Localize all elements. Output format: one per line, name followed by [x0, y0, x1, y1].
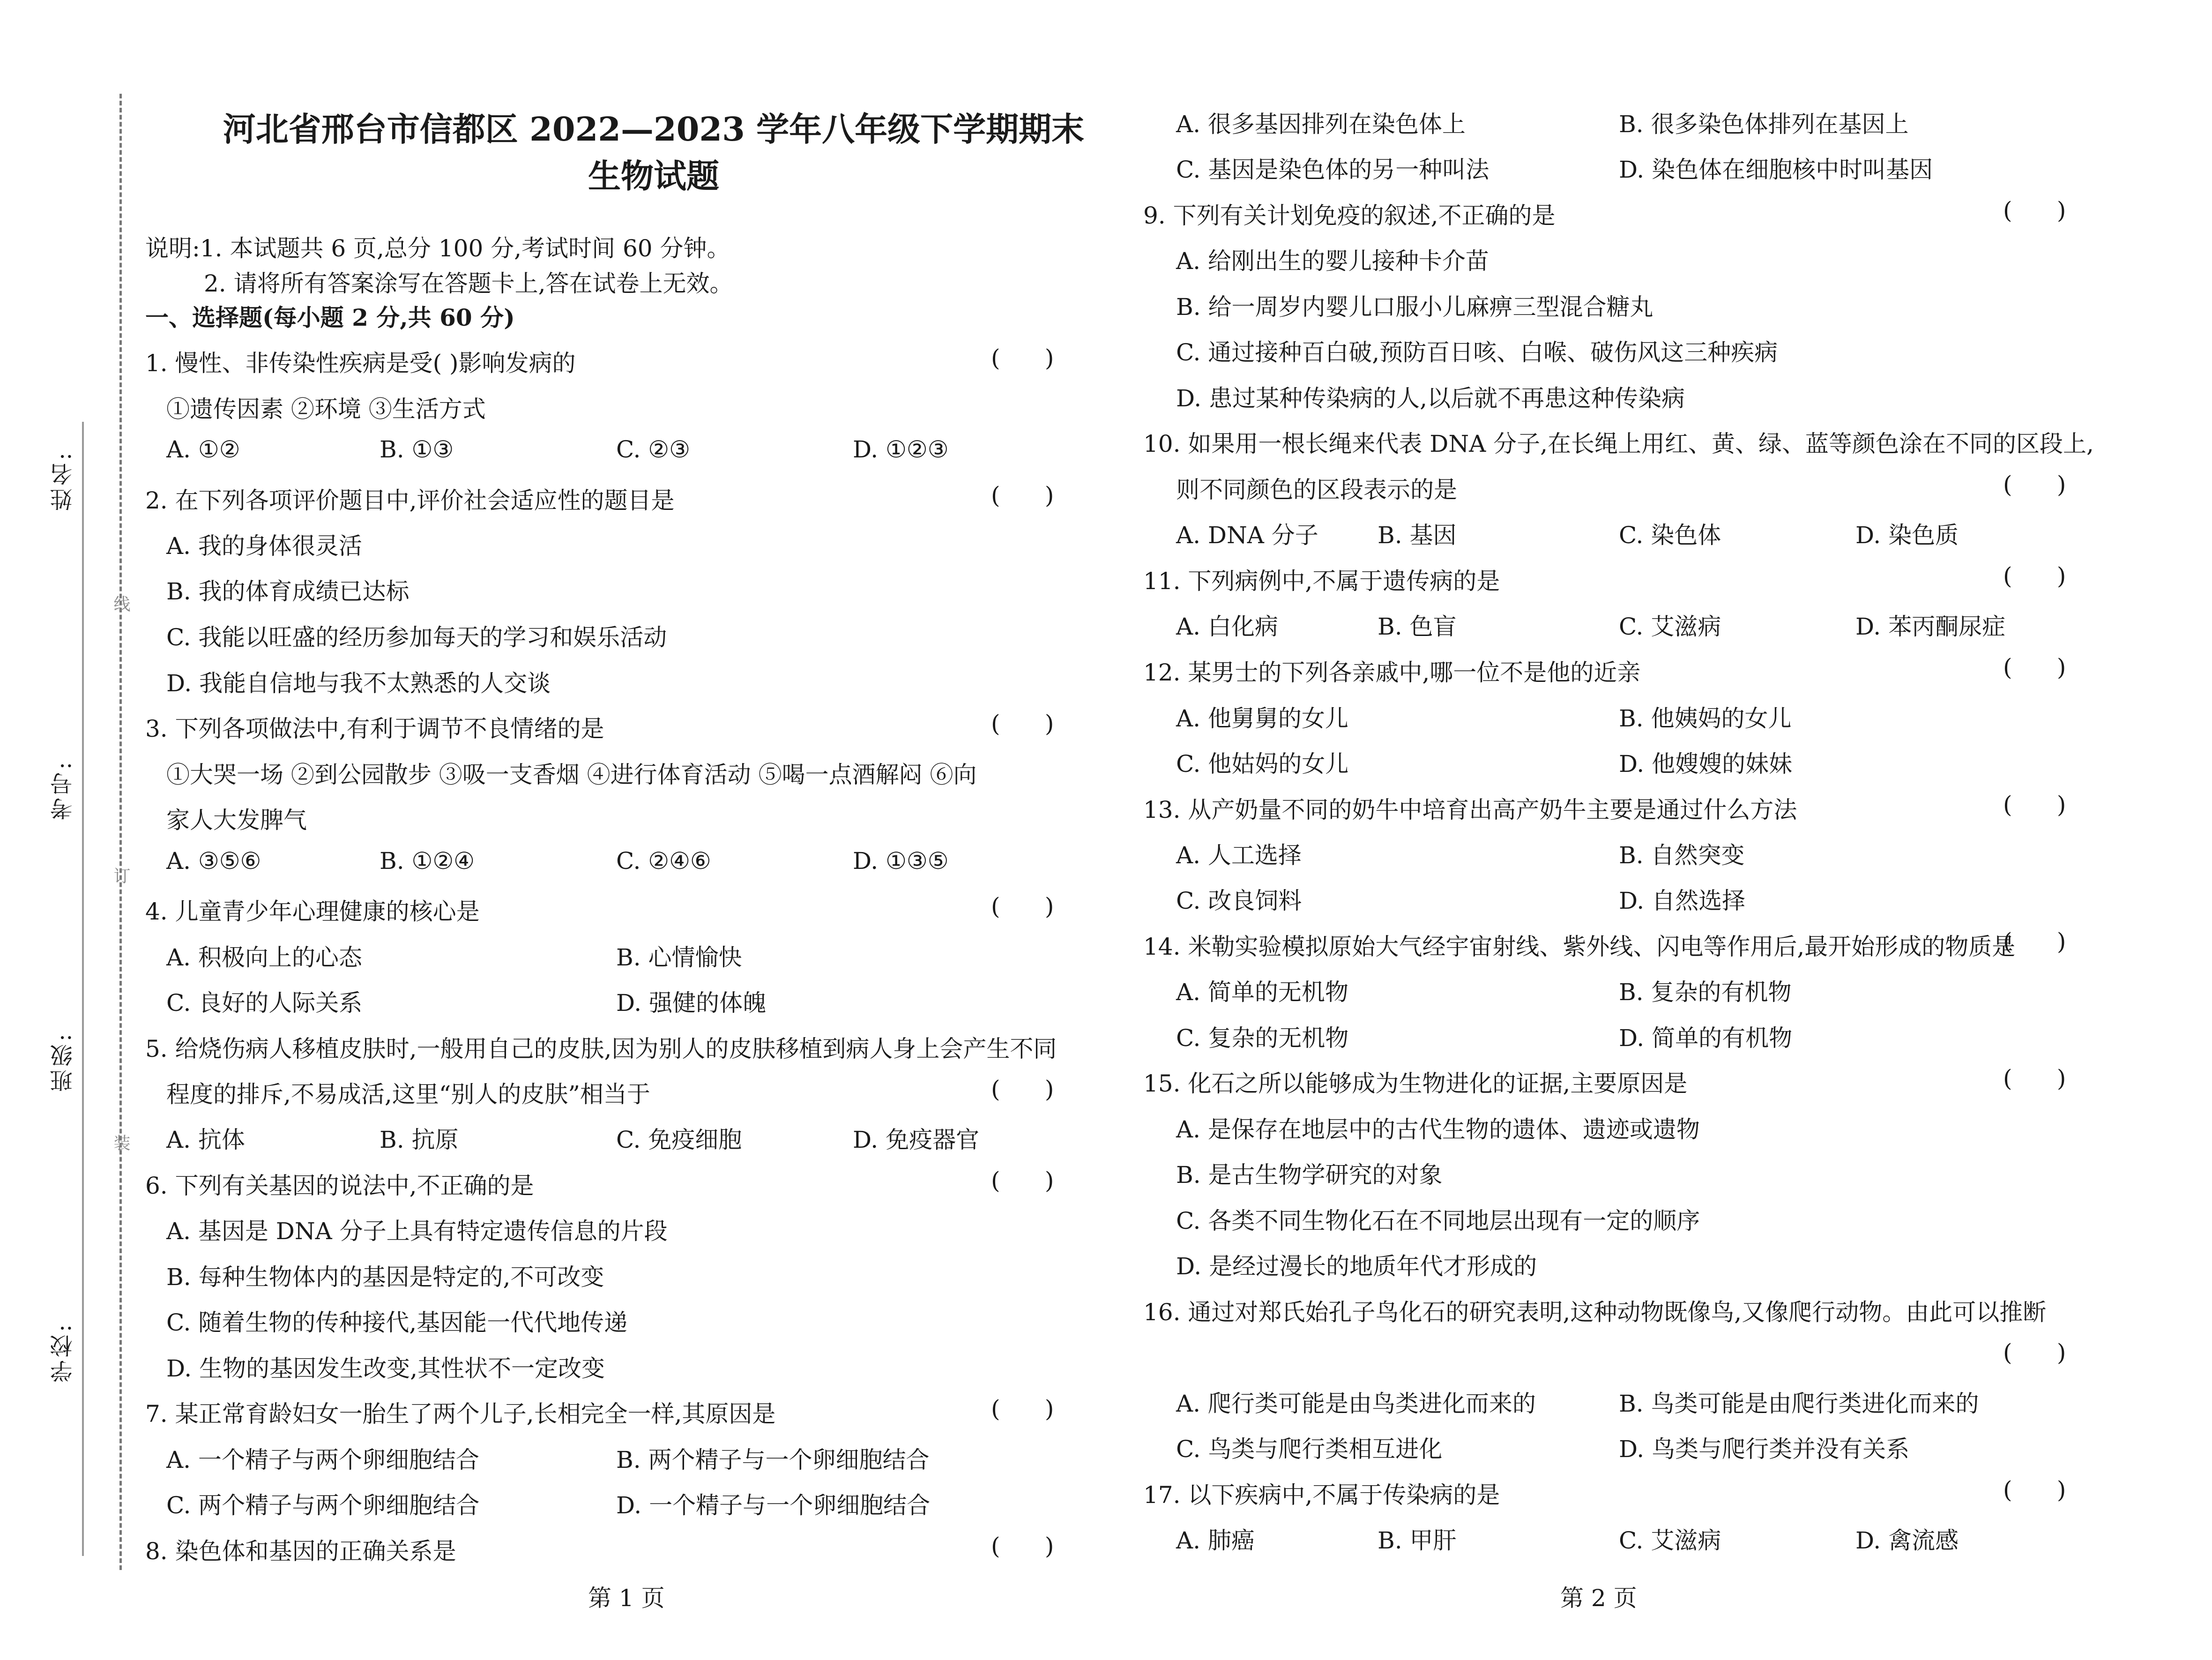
option-13c[interactable]: C. 改良饲料 — [1176, 887, 1302, 914]
page-number-2: 第 2 页 — [1560, 1585, 1637, 1612]
option-5a[interactable]: A. 抗体 — [166, 1126, 245, 1153]
question-1-items: ①遗传因素 ②环境 ③生活方式 — [166, 396, 486, 423]
option-3c[interactable]: C. ②④⑥ — [616, 847, 711, 875]
option-13b[interactable]: B. 自然突变 — [1619, 842, 1745, 869]
option-10a[interactable]: A. DNA 分子 — [1176, 522, 1318, 549]
option-1a[interactable]: A. ①② — [166, 436, 240, 463]
option-7d[interactable]: D. 一个精子与一个卵细胞结合 — [616, 1492, 931, 1519]
section-heading: 一、选择题(每小题 2 分,共 60 分) — [145, 304, 515, 331]
option-11c[interactable]: C. 艾滋病 — [1619, 613, 1721, 640]
option-16c[interactable]: C. 鸟类与爬行类相互进化 — [1176, 1436, 1443, 1463]
instruction-1: 说明:1. 本试题共 6 页,总分 100 分,考试时间 60 分钟。 — [145, 235, 730, 262]
instruction-2: 2. 请将所有答案涂写在答题卡上,答在试卷上无效。 — [204, 270, 733, 297]
option-1d[interactable]: D. ①②③ — [853, 436, 949, 463]
option-11a[interactable]: A. 白化病 — [1176, 613, 1278, 640]
option-1c[interactable]: C. ②③ — [616, 436, 690, 463]
answer-blank-1[interactable]: ( ) — [991, 344, 1054, 372]
question-8: 8. 染色体和基因的正确关系是 — [145, 1538, 456, 1565]
option-8c[interactable]: C. 基因是染色体的另一种叫法 — [1176, 156, 1490, 183]
question-11: 11. 下列病例中,不属于遗传病的是 — [1143, 568, 1500, 595]
option-13a[interactable]: A. 人工选择 — [1176, 842, 1302, 869]
cut-mark-staple: 装 — [111, 1134, 130, 1151]
question-1: 1. 慢性、非传染性疾病是受( )影响发病的 — [145, 350, 576, 377]
option-11d[interactable]: D. 苯丙酮尿症 — [1855, 613, 2006, 640]
answer-blank-8[interactable]: ( ) — [991, 1533, 1054, 1560]
option-5b[interactable]: B. 抗原 — [380, 1126, 459, 1153]
answer-blank-6[interactable]: ( ) — [991, 1167, 1054, 1194]
cut-mark-line: 线 — [111, 595, 130, 612]
answer-blank-12[interactable]: ( ) — [2003, 654, 2066, 681]
option-17c[interactable]: C. 艾滋病 — [1619, 1527, 1721, 1554]
question-7: 7. 某正常育龄妇女一胎生了两个儿子,长相完全一样,其原因是 — [145, 1400, 776, 1428]
school-label: 学校: — [50, 1322, 76, 1383]
answer-blank-4[interactable]: ( ) — [991, 893, 1054, 920]
answer-blank-5[interactable]: ( ) — [991, 1076, 1054, 1103]
option-2b[interactable]: B. 我的体育成绩已达标 — [166, 578, 410, 605]
option-7c[interactable]: C. 两个精子与两个卵细胞结合 — [166, 1492, 480, 1519]
field-rule — [82, 422, 84, 1556]
option-3d[interactable]: D. ①③⑤ — [853, 847, 949, 875]
option-15a[interactable]: A. 是保存在地层中的古代生物的遗体、遗迹或遗物 — [1176, 1116, 1700, 1143]
question-14: 14. 米勒实验模拟原始大气经宇宙射线、紫外线、闪电等作用后,最开始形成的物质是 — [1143, 933, 2016, 960]
question-5-cont: 程度的排斥,不易成活,这里“别人的皮肤”相当于 — [166, 1081, 650, 1108]
option-9b[interactable]: B. 给一周岁内婴儿口服小儿麻痹三型混合糖丸 — [1176, 293, 1653, 321]
answer-blank-13[interactable]: ( ) — [2003, 791, 2066, 818]
class-label: 班级: — [50, 1031, 76, 1092]
question-3-items: ①大哭一场 ②到公园散步 ③吸一支香烟 ④进行体育活动 ⑤喝一点酒解闷 ⑥向 — [166, 761, 977, 788]
question-16: 16. 通过对郑氏始孔子鸟化石的研究表明,这种动物既像鸟,又像爬行动物。由此可以推断 — [1143, 1299, 2047, 1326]
option-17b[interactable]: B. 甲肝 — [1378, 1527, 1457, 1554]
option-12c[interactable]: C. 他姑妈的女儿 — [1176, 750, 1349, 778]
option-2d[interactable]: D. 我能自信地与我不太熟悉的人交谈 — [166, 670, 551, 697]
option-12d[interactable]: D. 他嫂嫂的妹妹 — [1619, 750, 1793, 778]
option-14b[interactable]: B. 复杂的有机物 — [1619, 979, 1792, 1006]
option-11b[interactable]: B. 色盲 — [1378, 613, 1457, 640]
question-9: 9. 下列有关计划免疫的叙述,不正确的是 — [1143, 202, 1556, 229]
page-number-1: 第 1 页 — [588, 1585, 665, 1612]
option-6d[interactable]: D. 生物的基因发生改变,其性状不一定改变 — [166, 1355, 605, 1382]
option-2a[interactable]: A. 我的身体很灵活 — [166, 532, 362, 560]
exam-no-label: 考号: — [50, 759, 76, 821]
option-3b[interactable]: B. ①②④ — [380, 847, 475, 875]
option-14c[interactable]: C. 复杂的无机物 — [1176, 1024, 1349, 1052]
option-4a[interactable]: A. 积极向上的心态 — [166, 944, 362, 971]
name-label: 姓名: — [50, 450, 76, 511]
question-15: 15. 化石之所以能够成为生物进化的证据,主要原因是 — [1143, 1070, 1688, 1097]
question-4: 4. 儿童青少年心理健康的核心是 — [145, 898, 480, 925]
option-4d[interactable]: D. 强健的体魄 — [616, 989, 767, 1017]
option-8d[interactable]: D. 染色体在细胞核中时叫基因 — [1619, 156, 1933, 183]
answer-blank-14[interactable]: ( ) — [2003, 928, 2066, 955]
option-6c[interactable]: C. 随着生物的传种接代,基因能一代代地传递 — [166, 1309, 628, 1336]
option-17a[interactable]: A. 肺癌 — [1176, 1527, 1255, 1554]
question-3: 3. 下列各项做法中,有利于调节不良情绪的是 — [145, 715, 604, 742]
option-7a[interactable]: A. 一个精子与两个卵细胞结合 — [166, 1446, 479, 1473]
answer-blank-3[interactable]: ( ) — [991, 710, 1054, 737]
option-1b[interactable]: B. ①③ — [380, 436, 454, 463]
option-10d[interactable]: D. 染色质 — [1855, 522, 1959, 549]
question-5: 5. 给烧伤病人移植皮肤时,一般用自己的皮肤,因为别人的皮肤移植到病人身上会产生不同 — [145, 1035, 1057, 1062]
option-16b[interactable]: B. 鸟类可能是由爬行类进化而来的 — [1619, 1390, 1979, 1417]
question-17: 17. 以下疾病中,不属于传染病的是 — [1143, 1481, 1500, 1509]
question-10-cont: 则不同颜色的区段表示的是 — [1176, 476, 1457, 503]
option-16d[interactable]: D. 鸟类与爬行类并没有关系 — [1619, 1436, 1910, 1463]
option-2c[interactable]: C. 我能以旺盛的经历参加每天的学习和娱乐活动 — [166, 624, 667, 651]
option-14a[interactable]: A. 简单的无机物 — [1176, 979, 1348, 1006]
option-15c[interactable]: C. 各类不同生物化石在不同地层出现有一定的顺序 — [1176, 1207, 1700, 1234]
option-10c[interactable]: C. 染色体 — [1619, 522, 1721, 549]
question-3-items-cont: 家人大发脾气 — [166, 807, 307, 834]
answer-blank-15[interactable]: ( ) — [2003, 1065, 2066, 1092]
answer-blank-9[interactable]: ( ) — [2003, 197, 2066, 224]
option-12b[interactable]: B. 他姨妈的女儿 — [1619, 705, 1792, 732]
answer-blank-11[interactable]: ( ) — [2003, 562, 2066, 590]
option-15d[interactable]: D. 是经过漫长的地质年代才形成的 — [1176, 1253, 1537, 1280]
option-4b[interactable]: B. 心情愉快 — [616, 944, 742, 971]
answer-blank-17[interactable]: ( ) — [2003, 1476, 2066, 1503]
exam-subtitle: 生物试题 — [588, 157, 719, 195]
question-12: 12. 某男士的下列各亲戚中,哪一位不是他的近亲 — [1143, 659, 1641, 686]
answer-blank-10[interactable]: ( ) — [2003, 471, 2066, 498]
option-6a[interactable]: A. 基因是 DNA 分子上具有特定遗传信息的片段 — [166, 1218, 668, 1245]
question-13: 13. 从产奶量不同的奶牛中培育出高产奶牛主要是通过什么方法 — [1143, 796, 1797, 823]
option-5d[interactable]: D. 免疫器官 — [853, 1126, 980, 1153]
option-4c[interactable]: C. 良好的人际关系 — [166, 989, 363, 1017]
option-17d[interactable]: D. 禽流感 — [1855, 1527, 1959, 1554]
option-9d[interactable]: D. 患过某种传染病的人,以后就不再患这种传染病 — [1176, 385, 1685, 412]
question-6: 6. 下列有关基因的说法中,不正确的是 — [145, 1172, 534, 1199]
option-9c[interactable]: C. 通过接种百白破,预防百日咳、白喉、破伤风这三种疾病 — [1176, 339, 1778, 366]
option-12a[interactable]: A. 他舅舅的女儿 — [1176, 705, 1348, 732]
option-14d[interactable]: D. 简单的有机物 — [1619, 1024, 1793, 1052]
option-13d[interactable]: D. 自然选择 — [1619, 887, 1746, 914]
exam-title: 河北省邢台市信都区 2022—2023 学年八年级下学期期末 — [223, 110, 1085, 149]
option-16a[interactable]: A. 爬行类可能是由鸟类进化而来的 — [1176, 1390, 1536, 1417]
option-7b[interactable]: B. 两个精子与一个卵细胞结合 — [616, 1446, 930, 1473]
option-5c[interactable]: C. 免疫细胞 — [616, 1126, 742, 1153]
option-15b[interactable]: B. 是古生物学研究的对象 — [1176, 1161, 1443, 1189]
question-10: 10. 如果用一根长绳来代表 DNA 分子,在长绳上用红、黄、绿、蓝等颜色涂在不同的区段上, — [1143, 430, 2094, 457]
option-3a[interactable]: A. ③⑤⑥ — [166, 847, 261, 875]
answer-blank-16[interactable]: ( ) — [2003, 1339, 2066, 1366]
answer-blank-7[interactable]: ( ) — [991, 1395, 1054, 1422]
option-8b[interactable]: B. 很多染色体排列在基因上 — [1619, 111, 1909, 138]
option-6b[interactable]: B. 每种生物体内的基因是特定的,不可改变 — [166, 1264, 604, 1291]
option-10b[interactable]: B. 基因 — [1378, 522, 1457, 549]
cut-line — [119, 94, 122, 1570]
answer-blank-2[interactable]: ( ) — [991, 482, 1054, 509]
cut-mark-bind: 订 — [111, 867, 130, 884]
option-8a[interactable]: A. 很多基因排列在染色体上 — [1176, 111, 1466, 138]
question-2: 2. 在下列各项评价题目中,评价社会适应性的题目是 — [145, 487, 675, 514]
option-9a[interactable]: A. 给刚出生的婴儿接种卡介苗 — [1176, 247, 1489, 275]
